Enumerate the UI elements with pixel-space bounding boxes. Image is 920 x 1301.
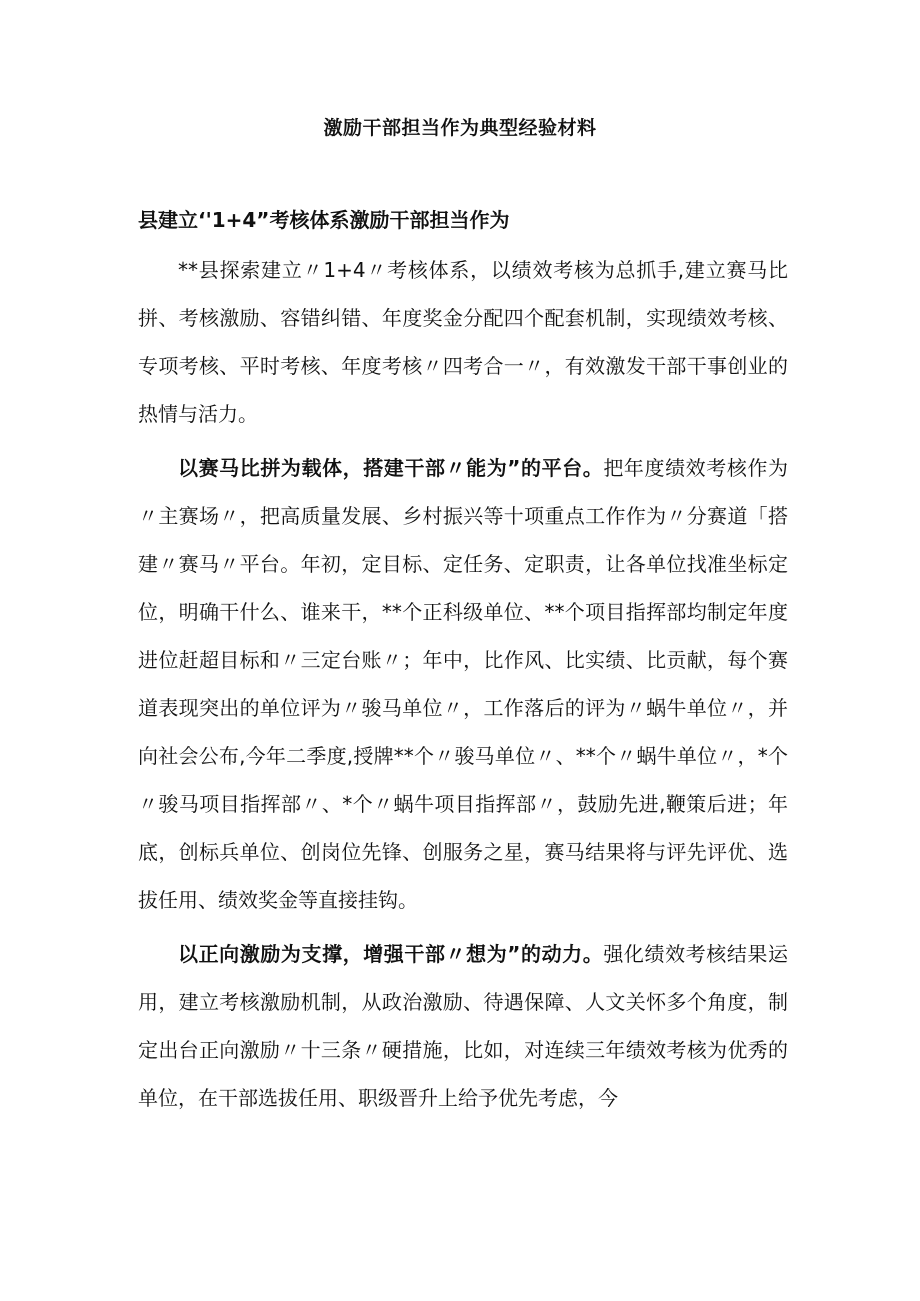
paragraph-positive-incentive xyxy=(138,930,788,1122)
paragraph-intro-text: **县探索建立〃1+4〃考核体系，以绩效考核为总抓手,建立赛马比拼、考核激励、容错纠错、年度奖金分配四个配套机制，实现绩效考核、专项考核、平时考核、年度考核〃四考合一〃，有效激发干部干事创业的热情与活力。 xyxy=(138,258,788,426)
paragraph-horse-race-lead: 以赛马比拼为载体，搭建干部〃能为”的平台。 xyxy=(178,456,604,480)
document-title: 激励干部担当作为典型经验材料 xyxy=(323,117,597,139)
document-body xyxy=(138,200,788,1128)
paragraph-horse-race xyxy=(138,444,788,924)
paragraph-positive-incentive-text: 强化绩效考核结果运用，建立考核激励机制，从政治激励、待遇保障、人文关怀多个角度，制定出台正向激励〃十三条〃硬措施，比如，对连续三年绩效考核为优秀的单位，在干部选拔任用、职级晋升上给予优先考虑，今 xyxy=(138,942,788,1110)
paragraph-intro xyxy=(138,246,788,438)
paragraph-positive-incentive-lead: 以正向激励为支撑，增强干部〃想为”的动力。 xyxy=(178,942,604,966)
section-heading: 县建立‘'1+4”考核体系激励干部担当作为 xyxy=(138,208,510,232)
paragraph-horse-race-text: 把年度绩效考核作为〃主赛场〃，把高质量发展、乡村振兴等十项重点工作作为〃分赛道「搭建〃赛马〃平台。年初，定目标、定任务、定职责，让各单位找准坐标定位，明确干什么、谁来干，**个正科级单位、**个项目指挥部均制定年度进位赶超目标和〃三定台账〃；年中，比作风、比实绩、比贡献，每个赛道表现突出的单位评为〃骏马单位〃，工作落后的评为〃蜗牛单位〃，并向社会公布,今年二季度,授牌**个〃骏马单位〃、**个〃蜗牛单位〃，*个〃骏马项目指挥部〃、*个〃蜗牛项目指挥部〃，鼓励先进,鞭策后进；年底，创标兵单位、创岗位先锋、创服务之星，赛马结果将与评先评优、选拔任用、绩效奖金等直接挂钩。 xyxy=(138,456,788,912)
